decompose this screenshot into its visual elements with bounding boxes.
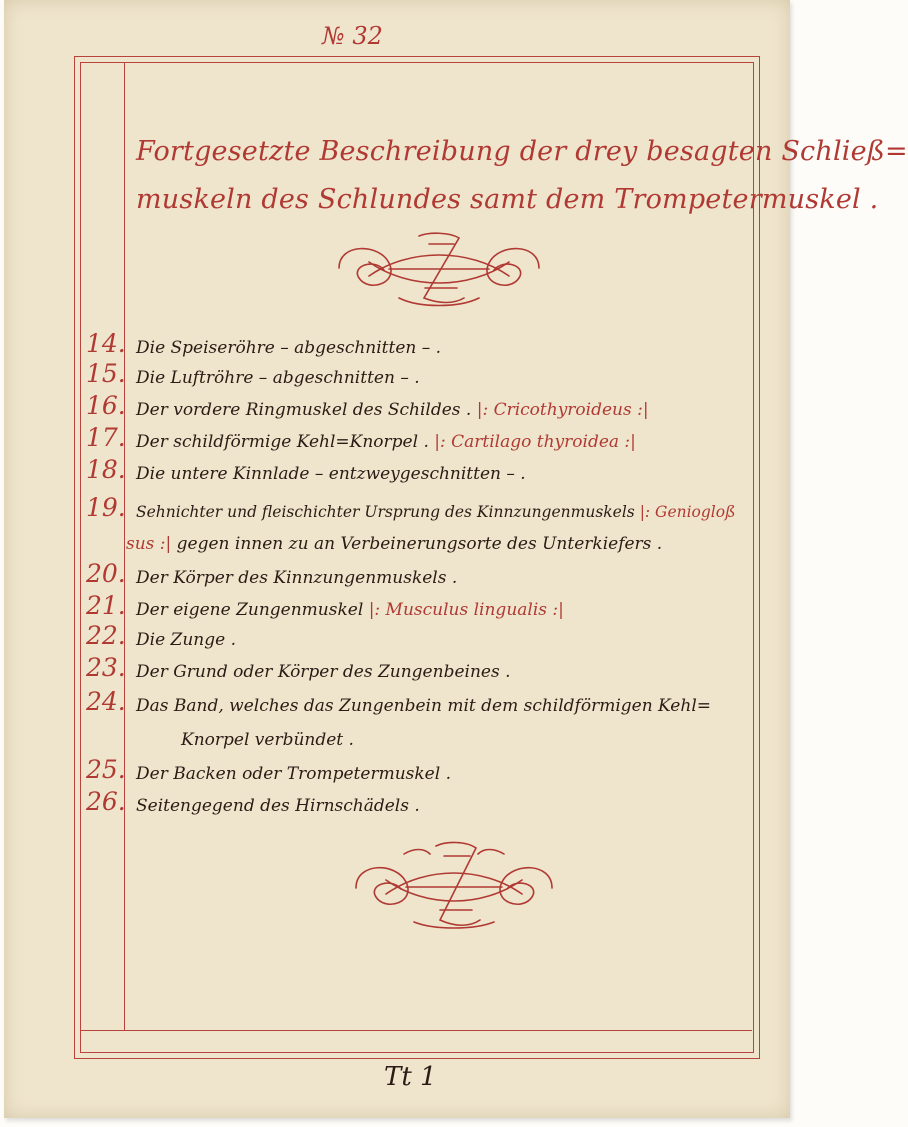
entry-number: 21. [86, 591, 126, 620]
entry-text: Die Speiseröhre – abgeschnitten – . [136, 338, 442, 358]
title-line-1: Fortgesetzte Beschreibung der drey besagten Schließ= [136, 136, 908, 167]
entry-text: Seitengegend des Hirnschädels . [136, 796, 420, 816]
entry-text: Die Luftröhre – abgeschnitten – . [136, 368, 420, 388]
entry-text: Sehnichter und fleischichter Ursprung des Kinnzungenmuskels |: Geniogloß [136, 503, 736, 521]
signature-mark: Tt 1 [384, 1062, 437, 1092]
bottom-flourish-ornament [344, 838, 564, 934]
entry-text: Der schildförmige Kehl=Knorpel . |: Cartilago thyroidea :| [136, 432, 636, 452]
page-title [136, 128, 908, 224]
entry-number: 16. [86, 391, 126, 420]
title-line-2: muskeln des Schlundes samt dem Trompetermuskel . [136, 184, 879, 215]
entry-text: Der vordere Ringmuskel des Schildes . |: Cricothyroideus :| [136, 400, 649, 420]
latin-term: |: Cartilago thyroidea :| [434, 432, 636, 452]
margin-rule [124, 62, 125, 1030]
latin-term: |: Cricothyroideus :| [476, 400, 649, 420]
entry-number: 22. [86, 621, 126, 650]
entry-number: 20. [86, 559, 126, 588]
manuscript-page [4, 0, 908, 1118]
entry-number: 25. [86, 755, 126, 784]
entry-number: 19. [86, 493, 126, 522]
entry-text: Der Grund oder Körper des Zungenbeines . [136, 662, 511, 682]
entry-text: Der eigene Zungenmuskel |: Musculus lingualis :| [136, 600, 564, 620]
entry-text-continued: sus :| gegen innen zu an Verbeinerungsorte des Unterkiefers . [126, 534, 663, 554]
entry-number: 18. [86, 455, 126, 484]
entry-number: 17. [86, 423, 126, 452]
entry-text-continued: Knorpel verbündet . [181, 730, 354, 750]
entry-number: 23. [86, 653, 126, 682]
entry-text: Der Körper des Kinnzungenmuskels . [136, 568, 458, 588]
bottom-rule [80, 1030, 752, 1031]
entry-text: Die untere Kinnlade – entzweygeschnitten – . [136, 464, 526, 484]
latin-term-continued: sus :| [126, 534, 172, 554]
entry-number: 24. [86, 687, 126, 716]
entry-text: Das Band, welches das Zungenbein mit dem schildförmigen Kehl= [136, 696, 711, 716]
top-flourish-ornament [329, 228, 549, 310]
entry-text: Der Backen oder Trompetermuskel . [136, 764, 451, 784]
latin-term: |: Geniogloß [639, 503, 736, 521]
entry-number: 15. [86, 359, 126, 388]
latin-term: |: Musculus lingualis :| [368, 600, 564, 620]
entry-number: 26. [86, 787, 126, 816]
entry-text: Die Zunge . [136, 630, 236, 650]
plate-number: № 32 [322, 22, 383, 50]
entry-number: 14. [86, 329, 126, 358]
